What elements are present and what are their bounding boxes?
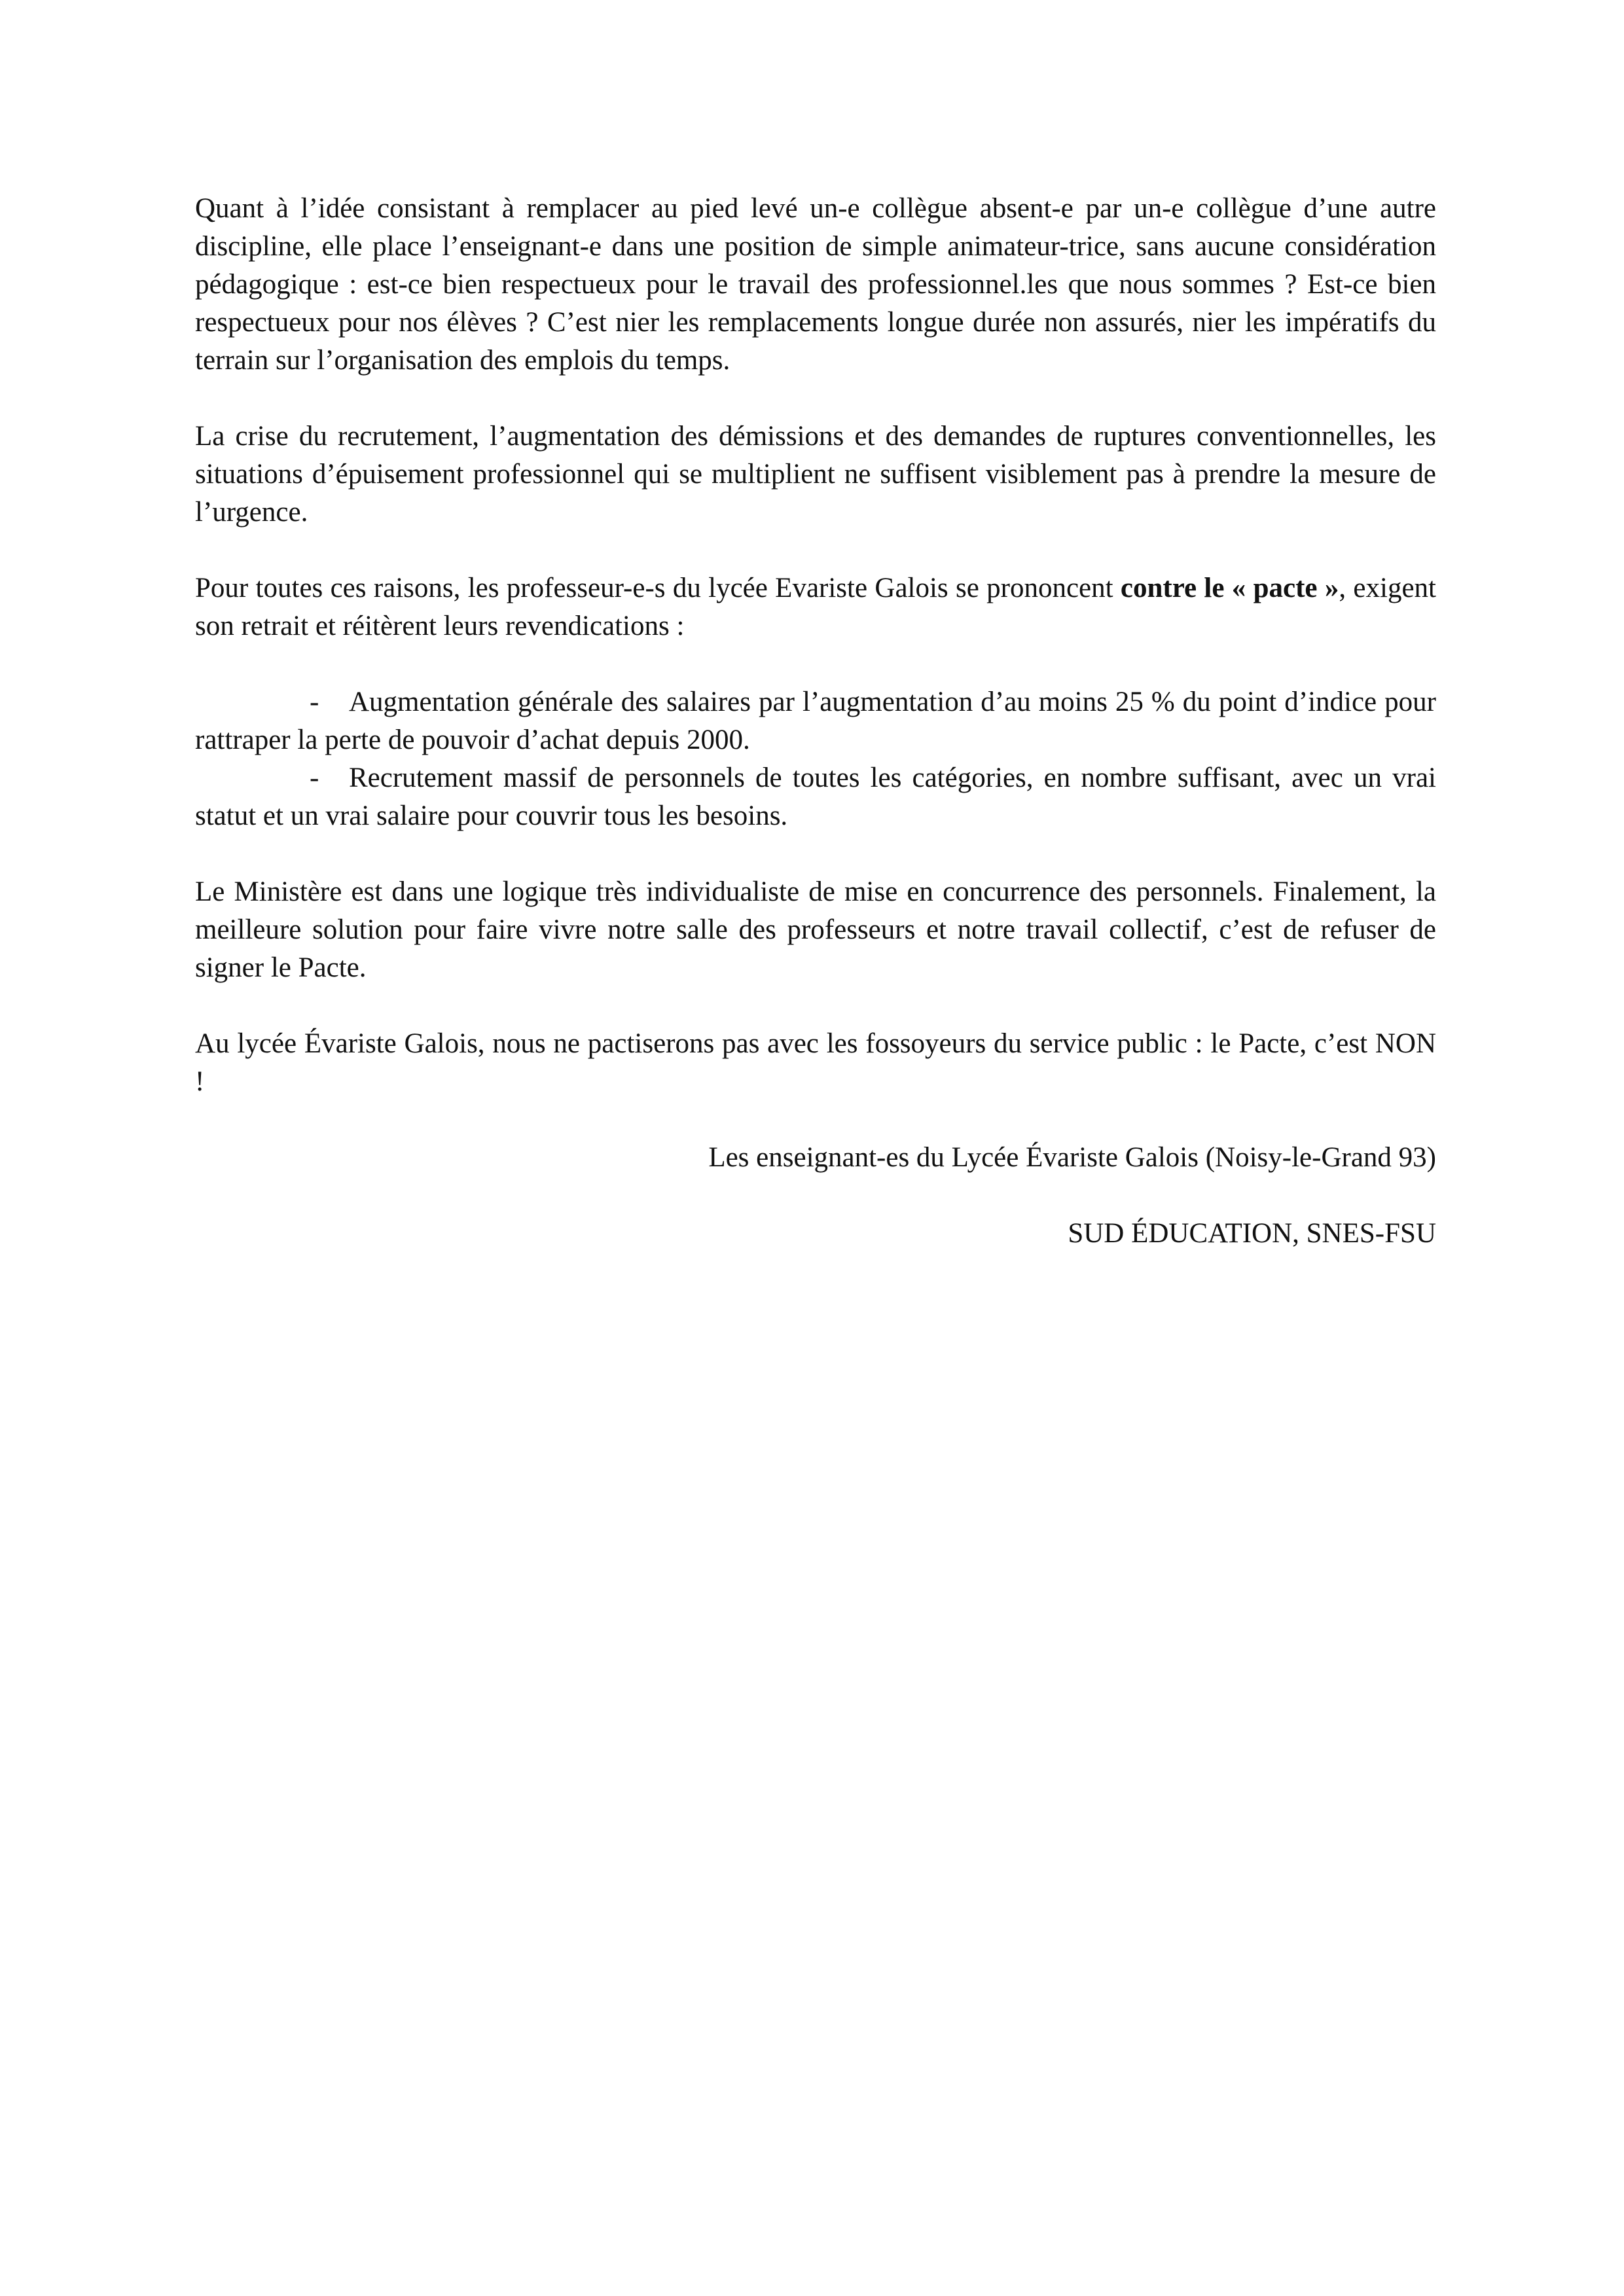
demand-text: Augmentation générale des salaires par l’augmentation d’au moins 25 % du point d’indice pour rattraper la perte de pouvoir d’achat depuis 2000. <box>195 687 1436 755</box>
dash-bullet-icon: - <box>310 687 319 717</box>
demands-list <box>195 683 1436 835</box>
signature-teachers: Les enseignant-es du Lycée Évariste Galois (Noisy-le-Grand 93) <box>708 1142 1436 1173</box>
list-item <box>195 759 1436 835</box>
demand-text: Recrutement massif de personnels de toutes les catégories, en nombre suffisant, avec un vrai statut et un vrai salaire pour couvrir tous les besoins. <box>195 762 1436 831</box>
stance-text-after: , exigent son retrait et réitèrent leurs revendications : <box>195 573 1436 641</box>
stance-text-bold: contre le « pacte » <box>1120 573 1339 603</box>
document-page <box>195 190 1436 1291</box>
dash-bullet-icon: - <box>310 762 319 793</box>
paragraph-conclusion: Au lycée Évariste Galois, nous ne pactiserons pas avec les fossoyeurs du service public : le Pacte, c’est NON ! <box>195 1028 1436 1097</box>
paragraph-stance <box>195 569 1436 645</box>
paragraph-replacement: Quant à l’idée consistant à remplacer au pied levé un-e collègue absent-e par un-e collègue d’une autre discipline, elle place l’enseignant-e dans une position de simple animateur-trice, sans aucune considération pédagogique : est-ce bien respectueux pour le travail des professionnel.les que nous sommes ? Est-ce bien respectueux pour nos élèves ? C’est nier les remplacements longue durée non assurés, nier les impératifs du terrain sur l’organisation des emplois du temps. <box>195 193 1436 376</box>
signature-unions: SUD ÉDUCATION, SNES-FSU <box>1068 1218 1436 1249</box>
paragraph-recruitment-crisis: La crise du recrutement, l’augmentation des démissions et des demandes de ruptures conventionnelles, les situations d’épuisement professionnel qui se multiplient ne suffisent visiblement pas à prendre la mesure de l’urgence. <box>195 421 1436 528</box>
paragraph-ministry: Le Ministère est dans une logique très individualiste de mise en concurrence des personnels. Finalement, la meilleure solution pour faire vivre notre salle des professeurs et notre travail collectif, c’est de refuser de signer le Pacte. <box>195 876 1436 983</box>
list-item <box>195 683 1436 759</box>
stance-text-before: Pour toutes ces raisons, les professeur-e-s du lycée Evariste Galois se prononcent <box>195 573 1121 603</box>
